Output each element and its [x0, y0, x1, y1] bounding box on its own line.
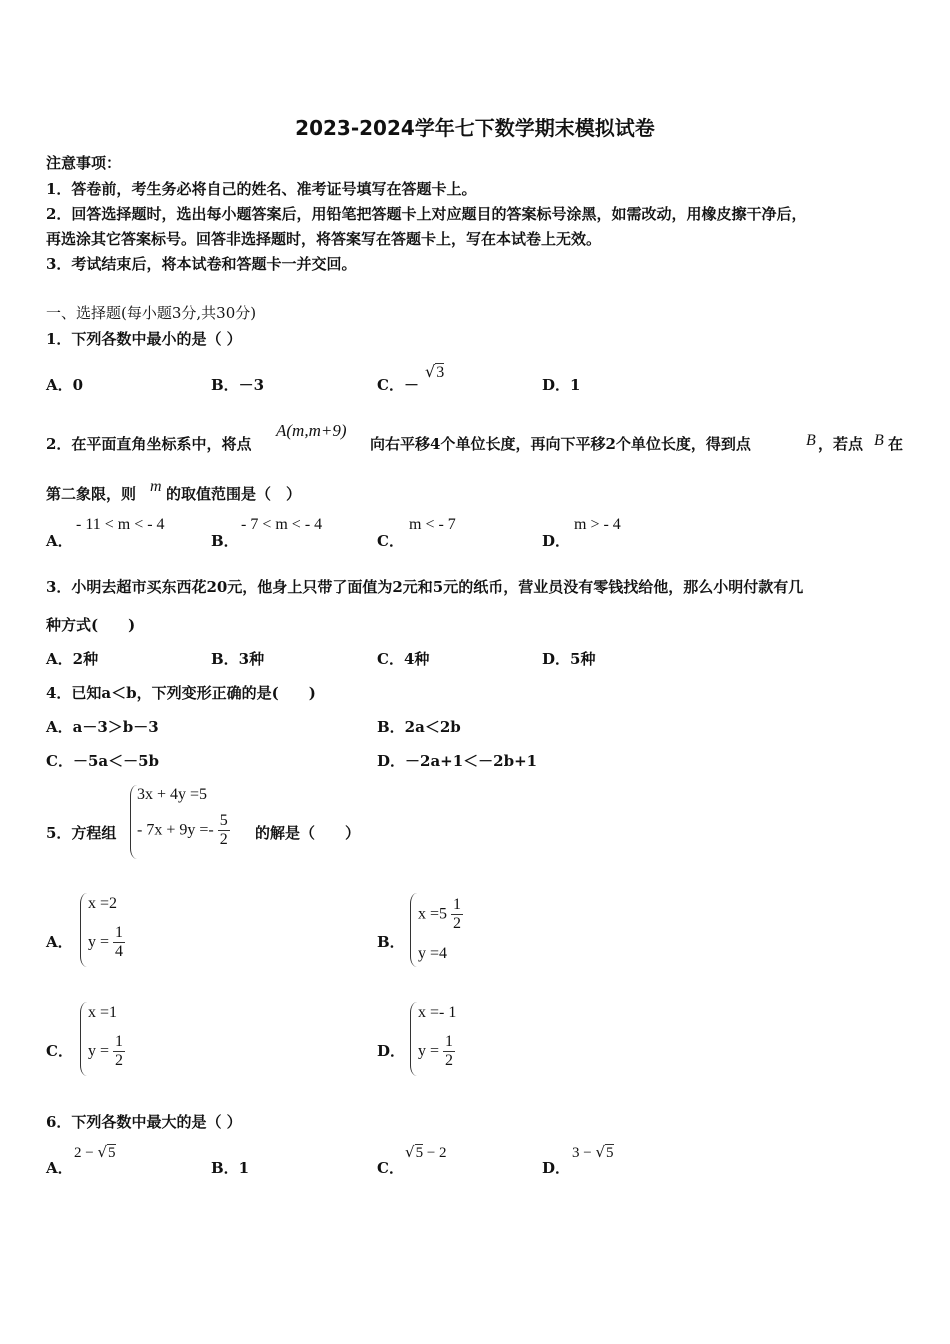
- notice-line-1: 1．答卷前，考生务必将自己的姓名、准考证号填写在答题卡上。: [46, 180, 477, 198]
- q2-point: A(m,m+9): [276, 421, 347, 440]
- q2-point-b-1: B: [806, 432, 816, 449]
- q1-option-c-sqrt: √3: [425, 362, 445, 381]
- q5-option-c-y: y = $\frac{1}{2}$: [88, 1033, 124, 1069]
- q2-option-b: - 7 < m < - 4: [241, 516, 323, 533]
- q6-option-c-label: C．: [377, 1159, 404, 1177]
- q2-var-m: m: [150, 478, 162, 495]
- q2-option-a-label: A．: [46, 532, 73, 550]
- q2-stem-tail: 在: [888, 435, 904, 453]
- q3-option-a: A．2种: [46, 650, 99, 668]
- q5-option-a-brace: [80, 893, 87, 967]
- q2-option-c-label: C．: [377, 532, 404, 550]
- q5-system-brace: [130, 785, 137, 859]
- notice-line-2b: 再选涂其它答案标号。回答非选择题时，将答案写在答题卡上，写在本试卷上无效。: [46, 230, 602, 248]
- q5-option-d-brace: [410, 1002, 417, 1076]
- q2-stem-mid2: ，若点: [818, 435, 864, 453]
- q2-option-b-label: B．: [211, 532, 239, 550]
- q2-line2-post: 的取值范围是（ ）: [166, 485, 302, 503]
- q3-option-d: D．5种: [542, 650, 596, 668]
- q3-option-b: B．3种: [211, 650, 265, 668]
- q3-line-1: 3．小明去超市买东西花20元，他身上只带了面值为2元和5元的纸币，营业员没有零钱找给他，那么小明付款有几: [46, 578, 804, 596]
- q2-point-b-2: B: [874, 432, 884, 449]
- q2-option-a: - 11 < m < - 4: [76, 516, 165, 533]
- q1-option-b: B．－3: [211, 376, 265, 394]
- q5-option-a-label: A．: [46, 933, 73, 951]
- notice-heading: 注意事项：: [46, 154, 122, 172]
- q2-stem-pre: 2．在平面直角坐标系中，将点: [46, 435, 252, 453]
- q3-line-2: 种方式( ): [46, 616, 136, 634]
- q4-option-c: C．－5a＜－5b: [46, 752, 160, 770]
- q5-option-b-x: x =5 $\frac{1}{2}$: [418, 896, 462, 932]
- page-title: 2023-2024学年七下数学期末模拟试卷: [295, 116, 655, 140]
- q4-option-a: A．a－3＞b－3: [46, 718, 159, 736]
- q5-stem-tail: 的解是（ ）: [255, 824, 361, 842]
- q1-option-d: D．1: [542, 376, 581, 394]
- q5-option-b-y: y =4: [418, 945, 448, 962]
- q4-option-b: B．2a＜2b: [377, 718, 461, 736]
- q5-option-a-y: y = $\frac{1}{4}$: [88, 924, 124, 960]
- q5-equation-1: 3x + 4y =5: [137, 786, 208, 803]
- q2-option-d-label: D．: [542, 532, 571, 550]
- q5-option-d-label: D．: [377, 1042, 406, 1060]
- q3-option-c: C．4种: [377, 650, 430, 668]
- q5-option-b-label: B．: [377, 933, 405, 951]
- q1-stem: 1．下列各数中最小的是（ ）: [46, 330, 242, 348]
- q6-option-d-label: D．: [542, 1159, 571, 1177]
- q2-option-d: m > - 4: [574, 516, 621, 533]
- q5-option-c-label: C．: [46, 1042, 73, 1060]
- q6-option-b: B．1: [211, 1159, 250, 1177]
- q2-stem-mid: 向右平移4个单位长度，再向下平移2个单位长度，得到点: [370, 435, 751, 453]
- q4-option-d: D．－2a+1＜－2b+1: [377, 752, 538, 770]
- q2-line2-pre: 第二象限，则: [46, 485, 137, 503]
- notice-line-3: 3．考试结束后，将本试卷和答题卡一并交回。: [46, 255, 357, 273]
- q5-option-c-brace: [80, 1002, 87, 1076]
- q5-option-d-x: x =- 1: [418, 1004, 457, 1021]
- q6-option-c: √5 − 2: [405, 1143, 447, 1161]
- q2-option-c: m < - 7: [409, 516, 456, 533]
- notice-line-2a: 2．回答选择题时，选出每小题答案后，用铅笔把答题卡上对应题目的答案标号涂黑，如需改动，用橡皮擦干净后，: [46, 205, 807, 223]
- q5-stem-label: 5．方程组: [46, 824, 117, 842]
- q6-option-a: 2 − √5: [74, 1143, 116, 1161]
- q5-option-c-x: x =1: [88, 1004, 118, 1021]
- q6-stem: 6．下列各数中最大的是（ ）: [46, 1113, 242, 1131]
- q1-option-c: C．－: [377, 376, 419, 394]
- q5-equation-2: - 7x + 9y =- $\frac{5}{2}$: [137, 812, 228, 848]
- q1-option-a: A．0: [46, 376, 84, 394]
- q4-stem: 4．已知a＜b，下列变形正确的是( ): [46, 684, 316, 702]
- q5-option-a-x: x =2: [88, 895, 118, 912]
- q6-option-a-label: A．: [46, 1159, 73, 1177]
- section-heading: 一、选择题(每小题3分,共30分): [46, 304, 257, 322]
- q6-option-d: 3 − √5: [572, 1143, 614, 1161]
- q5-option-d-y: y = $\frac{1}{2}$: [418, 1033, 454, 1069]
- q5-option-b-brace: [410, 893, 417, 967]
